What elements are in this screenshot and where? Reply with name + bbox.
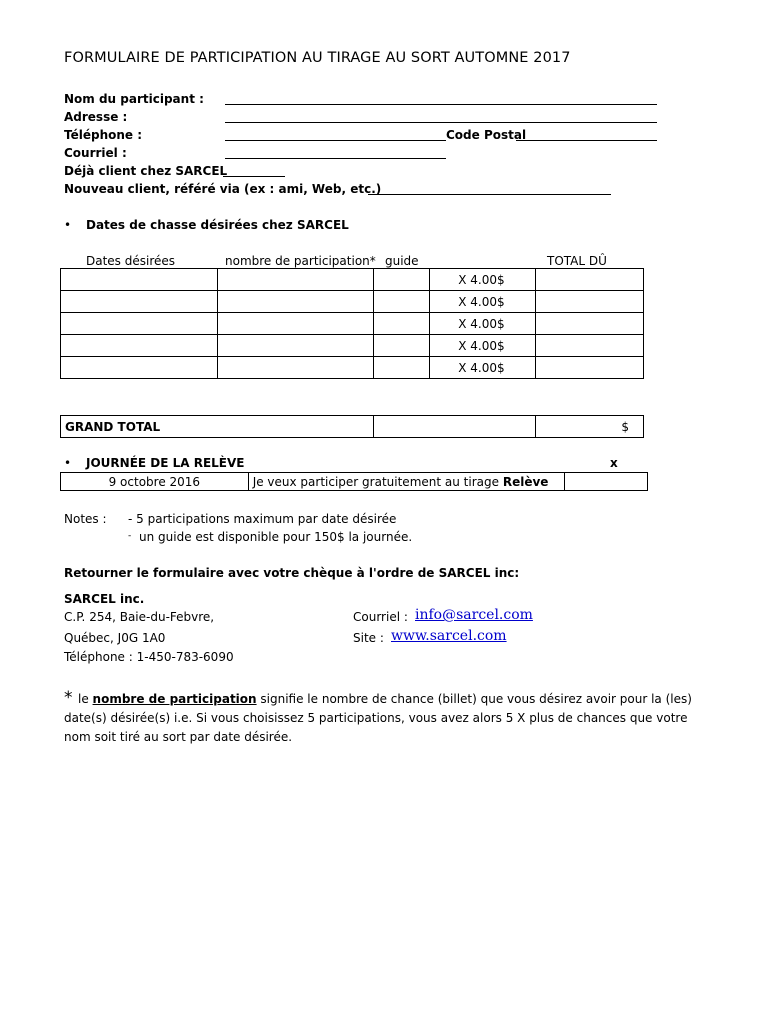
code-postal-field[interactable] (516, 140, 657, 141)
grand-total-table (60, 415, 644, 438)
adresse-field[interactable] (225, 122, 657, 123)
grand-total-row (61, 416, 644, 438)
chasse-heading: Dates de chasse désirées chez SARCEL (86, 218, 349, 232)
notes-line2: un guide est disponible pour 150$ la journée. (139, 530, 413, 544)
guide-cell[interactable] (374, 269, 430, 291)
releve-text-cell (248, 473, 564, 491)
table-row (61, 335, 644, 357)
retour-text: Retourner le formulaire avec votre chèque à l'ordre de SARCEL inc: (64, 566, 520, 580)
site-link[interactable]: www.sarcel.com (391, 628, 507, 644)
footnote-star: * (64, 688, 73, 708)
col-header-dates: Dates désirées (86, 254, 176, 268)
company-phone: Téléphone : 1-450-783-6090 (64, 650, 234, 664)
telephone-field[interactable] (225, 140, 446, 141)
nom-field[interactable] (225, 104, 657, 105)
total-cell[interactable] (536, 269, 644, 291)
date-cell[interactable] (61, 269, 218, 291)
company-address2: Québec, J0G 1A0 (64, 631, 166, 645)
date-cell[interactable] (61, 357, 218, 379)
releve-text: Je veux participer gratuitement au tirage (252, 474, 499, 489)
adresse-label: Adresse : (64, 110, 128, 124)
deja-client-field[interactable] (223, 176, 285, 177)
table-row (61, 291, 644, 313)
total-cell[interactable] (536, 291, 644, 313)
releve-heading: JOURNÉE DE LA RELÈVE (86, 456, 245, 470)
courriel-field[interactable] (225, 158, 446, 159)
releve-date: 9 octobre 2016 (61, 473, 249, 491)
guide-cell[interactable] (374, 357, 430, 379)
total-cell[interactable] (536, 313, 644, 335)
participation-cell[interactable] (217, 313, 374, 335)
footnote-line3: nom soit tiré au sort par date désirée. (64, 730, 293, 744)
releve-row (61, 473, 648, 491)
footnote-line1 (78, 692, 692, 706)
date-cell[interactable] (61, 335, 218, 357)
date-cell[interactable] (61, 291, 218, 313)
email-link[interactable]: info@sarcel.com (415, 607, 533, 623)
price-cell: X 4.00$ (430, 269, 536, 291)
releve-mark: x (610, 456, 618, 470)
nouveau-client-field[interactable] (368, 194, 611, 195)
guide-cell[interactable] (374, 291, 430, 313)
grand-total-label: GRAND TOTAL (61, 416, 374, 438)
company-address1: C.P. 254, Baie-du-Febvre, (64, 610, 215, 624)
page-title: FORMULAIRE DE PARTICIPATION AU TIRAGE AU SORT AUTOMNE 2017 (64, 50, 571, 66)
col-header-participation: nombre de participation* (225, 254, 376, 268)
site-label: Site : (353, 631, 384, 645)
table-row (61, 357, 644, 379)
table-row (61, 269, 644, 291)
bullet-icon: • (64, 456, 72, 470)
chasse-table (60, 268, 644, 379)
notes-line1: - 5 participations maximum par date désirée (128, 512, 397, 526)
guide-cell[interactable] (374, 313, 430, 335)
footnote-line1-rest: signifie le nombre de chance (billet) que vous désirez avoir pour la (les) (260, 692, 692, 706)
grand-total-currency: $ (536, 416, 644, 438)
participation-cell[interactable] (217, 357, 374, 379)
nouveau-client-label: Nouveau client, référé via (ex : ami, Web, etc.) (64, 182, 382, 196)
participation-cell[interactable] (217, 335, 374, 357)
guide-cell[interactable] (374, 335, 430, 357)
nom-label: Nom du participant : (64, 92, 204, 106)
releve-text-bold: Relève (502, 474, 549, 489)
code-postal-label: Code Postal (446, 128, 527, 142)
table-row (61, 313, 644, 335)
price-cell: X 4.00$ (430, 313, 536, 335)
notes-label: Notes : (64, 512, 107, 526)
date-cell[interactable] (61, 313, 218, 335)
releve-checkbox-cell[interactable] (565, 473, 648, 491)
bullet-icon: • (64, 218, 72, 232)
notes-dash-icon: - (128, 531, 132, 541)
col-header-total: TOTAL DÛ (547, 254, 607, 268)
email-label: Courriel : (353, 610, 408, 624)
telephone-label: Téléphone : (64, 128, 143, 142)
price-cell: X 4.00$ (430, 335, 536, 357)
deja-client-label: Déjà client chez SARCEL (64, 164, 228, 178)
participation-cell[interactable] (217, 269, 374, 291)
company-name: SARCEL inc. (64, 592, 145, 606)
releve-table (60, 472, 648, 491)
footnote-le: le (78, 692, 89, 706)
courriel-label: Courriel : (64, 146, 127, 160)
participation-cell[interactable] (217, 291, 374, 313)
total-cell[interactable] (536, 357, 644, 379)
footnote-term: nombre de participation (92, 692, 257, 706)
footnote-line2: date(s) désirée(s) i.e. Si vous choisissez 5 participations, vous avez alors 5 X plus de chances que votre (64, 711, 688, 725)
total-cell[interactable] (536, 335, 644, 357)
price-cell: X 4.00$ (430, 291, 536, 313)
price-cell: X 4.00$ (430, 357, 536, 379)
col-header-guide: guide (385, 254, 419, 268)
grand-total-blank[interactable] (374, 416, 536, 438)
